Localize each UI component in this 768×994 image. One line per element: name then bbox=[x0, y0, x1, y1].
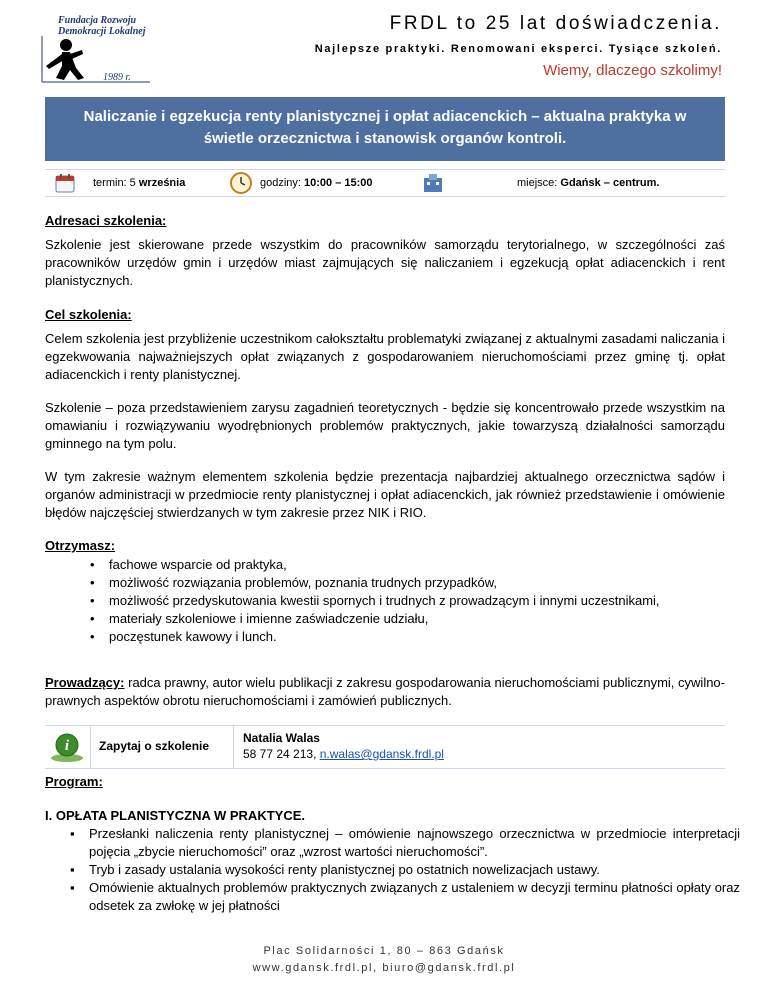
program-heading: Program: bbox=[45, 774, 103, 789]
cel-paragraph-3: W tym zakresie ważnym elementem szkolenia będzie prezentacja najbardziej aktualnego orzecznictwa sądów i organów administracji w przedmiocie renty planistycznej i opłat adiacenckich, jak również przedstawienie i omówienie błędów najczęściej stwierdzanych w tym zakresie przez NIK i RIO. bbox=[45, 469, 725, 520]
prowadzacy-heading: Prowadzący: bbox=[45, 675, 125, 690]
contact-name: Natalia Walas bbox=[243, 731, 320, 745]
course-title-line2: świetle orzecznictwa i stanowisk organów kontroli. bbox=[203, 130, 567, 147]
place-value: Gdańsk – centrum. bbox=[560, 177, 660, 189]
adresaci-heading: Adresaci szkolenia: bbox=[45, 213, 167, 228]
hours-info bbox=[260, 177, 373, 189]
svg-text:i: i bbox=[64, 738, 70, 754]
adresaci-text: Szkolenie jest skierowane przede wszystkim do pracowników samorządu terytorialnego, w szczególności zaś pracowników urzędów gmin i urzędów miast zajmujących się naliczaniem i egzekucją opłat adiacenckich i rent planistycznych. bbox=[45, 237, 725, 288]
cel-heading: Cel szkolenia: bbox=[45, 307, 132, 322]
contact-details bbox=[243, 730, 444, 762]
program-section1-title: I. OPŁATA PLANISTYCZNA W PRAKTYCE. bbox=[45, 808, 305, 823]
place-info bbox=[517, 177, 659, 189]
course-title-line1: Naliczanie i egzekucja renty planistycznej i opłat adiacenckich – aktualna praktyka w bbox=[83, 108, 687, 125]
footer-address: Plac Solidarności 1, 80 – 863 Gdańsk bbox=[263, 945, 505, 957]
calendar-icon bbox=[53, 171, 77, 195]
building-icon bbox=[422, 172, 444, 194]
list-item: • materiały szkoleniowe i imienne zaświadczenie udziału, bbox=[90, 610, 730, 628]
contact-phone-line bbox=[243, 746, 444, 762]
cel-paragraph-2: Szkolenie – poza przedstawieniem zarysu zagadnień teoretycznych - będzie się koncentrowało przede wszystkim na omawianiu i rozwiązywaniu wyodrębnionych problemów praktycznych, jakie towarzyszą działalności samorządu gminnego na tym polu. bbox=[45, 400, 725, 451]
contact-email-link[interactable]: n.walas@gdansk.frdl.pl bbox=[319, 747, 444, 761]
otrzymasz-list bbox=[90, 556, 730, 646]
list-item: • możliwość przedyskutowania kwestii spornych i trudnych z prowadzącym i innymi uczestnikami, bbox=[90, 592, 730, 610]
header-motto: Wiemy, dlaczego szkolimy! bbox=[543, 62, 722, 79]
footer-contact: www.gdansk.frdl.pl, biuro@gdansk.frdl.pl bbox=[252, 962, 516, 974]
cel-paragraph-1: Celem szkolenia jest przybliżenie uczestnikom całokształtu problematyki związanej z aktualnymi zasadami naliczania i egzekwowania najważniejszych opłat związanych z gospodarowaniem nieruchomościami przez gminę tj. opłat adiacenckich i renty planistycznej. bbox=[45, 331, 725, 382]
header-tagline: Najlepsze praktyki. Renomowani eksperci. Tysiące szkoleń. bbox=[314, 43, 722, 55]
logo-line1: Fundacja Rozwoju bbox=[58, 15, 137, 26]
place-label: miejsce: bbox=[517, 177, 561, 189]
contact-label: Zapytaj o szkolenie bbox=[99, 739, 210, 753]
list-item: • poczęstunek kawowy i lunch. bbox=[90, 628, 730, 646]
prowadzacy-paragraph bbox=[45, 674, 725, 710]
program-list bbox=[70, 825, 740, 915]
contact-phone: 58 77 24 213, bbox=[243, 747, 320, 761]
course-title-banner bbox=[45, 97, 725, 161]
logo-line2: Demokracji Lokalnej bbox=[58, 26, 146, 37]
list-item: • możliwość rozwiązania problemów, poznania trudnych przypadków, bbox=[90, 574, 730, 592]
list-item: ▪ Omówienie aktualnych problemów praktycznych związanych z ustaleniem w decyzji terminu płatności opłaty oraz odsetek za zwłokę w jej płatności bbox=[70, 879, 740, 915]
hours-value: 10:00 – 15:00 bbox=[304, 177, 373, 189]
info-row bbox=[45, 169, 725, 197]
date-value: września bbox=[138, 177, 186, 189]
contact-divider bbox=[90, 726, 91, 768]
otrzymasz-heading: Otrzymasz: bbox=[45, 538, 116, 553]
list-item: ▪ Tryb i zasady ustalania wysokości renty planistycznej po ostatnich nowelizacjach ustawy. bbox=[70, 861, 740, 879]
date-info bbox=[93, 177, 185, 189]
prowadzacy-text: radca prawny, autor wielu publikacji z zakresu gospodarowania nieruchomościami publicznymi, cywilno-prawnych aspektów obrotu nieruchomościami i zamówień publicznych. bbox=[45, 675, 725, 708]
clock-icon bbox=[229, 171, 253, 195]
header-title: FRDL to 25 lat doświadczenia. bbox=[389, 13, 722, 34]
list-item: ▪ Przesłanki naliczenia renty planistycznej – omówienie najnowszego orzecznictwa w przedmiocie interpretacji pojęcia „zbycie nieruchomości” oraz „wzrost wartości nieruchomości”. bbox=[70, 825, 740, 861]
date-label: termin: 5 bbox=[93, 177, 139, 189]
logo-text bbox=[58, 15, 146, 37]
contact-box bbox=[45, 725, 725, 769]
logo-year: 1989 r. bbox=[103, 72, 131, 83]
hours-label: godziny: bbox=[260, 177, 305, 189]
list-item: • fachowe wsparcie od praktyka, bbox=[90, 556, 730, 574]
contact-divider bbox=[233, 726, 234, 768]
info-icon bbox=[49, 730, 85, 764]
